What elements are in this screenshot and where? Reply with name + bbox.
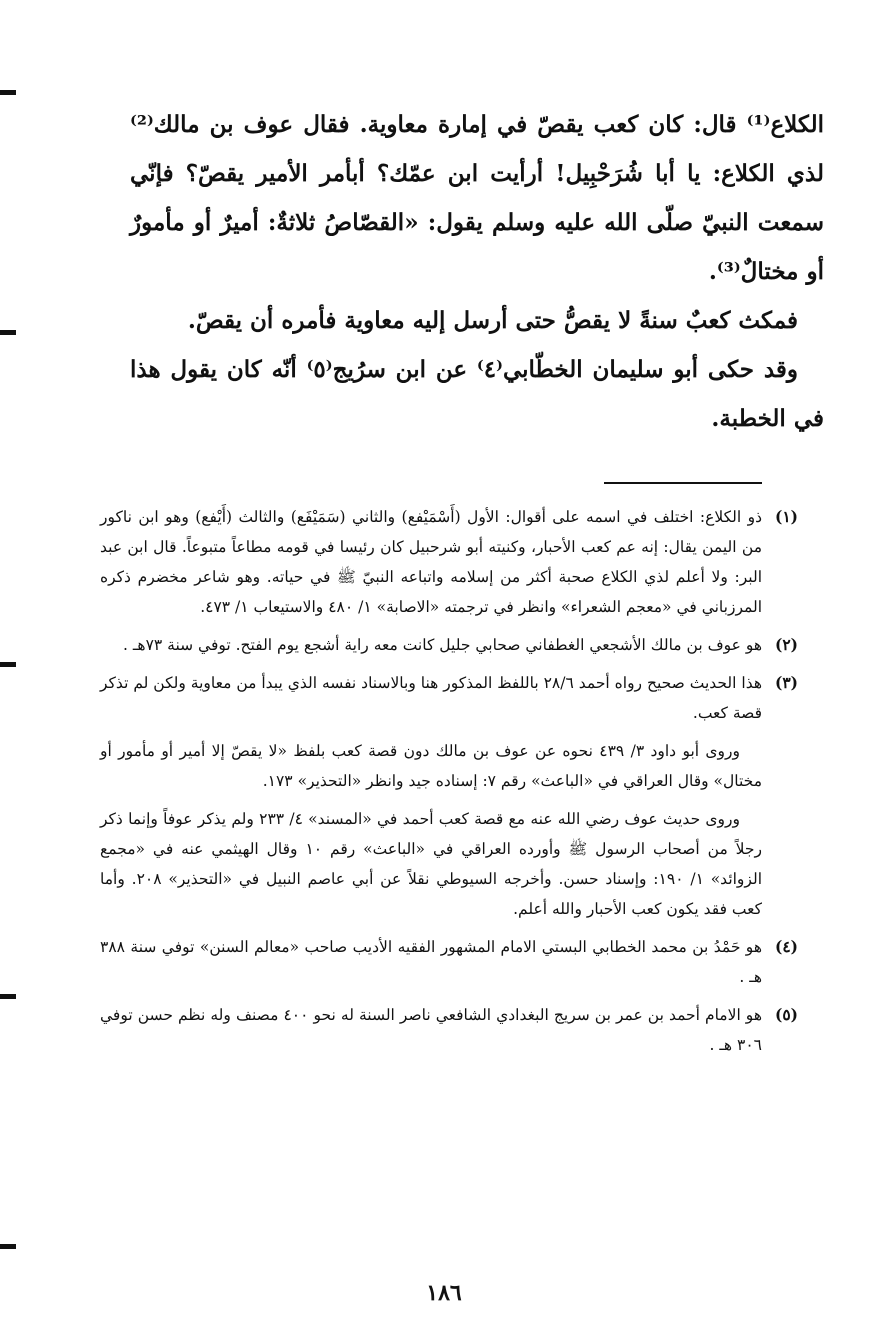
footnotes xyxy=(100,502,798,1068)
footnote-number: (٢) xyxy=(774,635,798,654)
page-number: ١٨٦ xyxy=(426,1280,462,1306)
footnote-4 xyxy=(100,932,798,992)
binding-mark xyxy=(0,662,16,667)
footnote-5 xyxy=(100,1000,798,1060)
footnote-text: هذا الحديث صحيح رواه أحمد ٢٨/٦ باللفظ المذكور هنا وبالاسناد نفسه الذي يبدأ من معاوية ولكن لم تذكر قصة كعب. xyxy=(100,674,763,722)
footnote-text: ذو الكلاع: اختلف في اسمه على أقوال: الأول (أَسْمَيْفع) والثاني (سَمَيْفَع) والثالث (أَيْفع) وهو ابن ناكور من اليمن يقال: إنه عم كعب الأحبار، وكنيته أبو شرحبيل كان رئيسا في قومه مطاعاً متبوعاً. قال ابن عبد البر: ولا أعلم لذي الكلاع صحبة أكثر من إسلامه واتباعه النبيّ ﷺ في حياته. وهو شاعر مخضرم ذكره المرزباني في «معجم الشعراء» وانظر في ترجمته «الاصابة» ١/ ٤٨٠ والاستيعاب ١/ ٤٧٣. xyxy=(100,508,762,616)
main-paragraph: الكلاع⁽¹⁾ قال: كان كعب يقصّ في إمارة معاوية. فقال عوف بن مالك⁽²⁾ لذي الكلاع: يا أبا شُرَحْبِيل! أرأيت ابن عمّك؟ أبأمر الأمير يقصّ؟ فإنّي سمعت النبيّ صلّى الله عليه وسلم يقول: «القصّاصُ ثلاثةٌ: أميرٌ أو مأمورٌ أو مختالٌ⁽³⁾. xyxy=(130,111,824,285)
binding-mark xyxy=(0,1244,16,1249)
footnote-separator xyxy=(604,482,762,484)
footnote-text: هو حَمْدُ بن محمد الخطابي البستي الامام المشهور الفقيه الأديب صاحب «معالم السنن» توفي سنة ٣٨٨ هـ . xyxy=(100,938,762,986)
footnote-number: (٤) xyxy=(774,937,798,956)
footnote-text: هو الامام أحمد بن عمر بن سريج البغدادي الشافعي ناصر السنة له نحو ٤٠٠ مصنف وله نظم حسن توفي ٣٠٦ هـ . xyxy=(100,1006,762,1054)
footnote-number: (١) xyxy=(774,507,798,526)
main-paragraph: فمكث كعبٌ سنةً لا يقصُّ حتى أرسل إليه معاوية فأمره أن يقصّ. xyxy=(187,307,798,334)
footnote-text: وروى أبو داود ٣/ ٤٣٩ نحوه عن عوف بن مالك دون قصة كعب بلفظ «لا يقصّ إلا أمير أو مأمور أو مختال» وقال العراقي في «الباعث» رقم ٧: إسناده جيد وانظر «التحذير» ١٧٣. xyxy=(100,742,762,790)
footnote-1 xyxy=(100,502,798,622)
footnote-3 xyxy=(100,668,798,924)
binding-mark xyxy=(0,90,16,95)
footnote-2 xyxy=(100,630,798,660)
binding-mark xyxy=(0,330,16,335)
footnote-number: (٥) xyxy=(774,1005,798,1024)
footnote-number: (٣) xyxy=(774,673,798,692)
footnote-text: هو عوف بن مالك الأشجعي الغطفاني صحابي جليل كانت معه راية أشجع يوم الفتح. توفي سنة ٧٣هـ . xyxy=(122,636,762,654)
footnote-text: وروى حديث عوف رضي الله عنه مع قصة كعب أحمد في «المسند» ٤/ ٢٣٣ ولم يذكر عوفاً وإنما ذكر رجلاً من أصحاب الرسول ﷺ وأورده العراقي في «الباعث» رقم ١٠ وقال الهيثمي عنه في «مجمع الزوائد» ١/ ١٩٠: وإسناد حسن. وأخرجه السيوطي نقلاً عن أبي عاصم النبيل في «التحذير» ٢٠٨. وأما كعب فقد يكون كعب الأحبار والله أعلم. xyxy=(100,810,763,918)
binding-mark xyxy=(0,994,16,999)
main-text xyxy=(130,100,824,443)
main-paragraph: وقد حكى أبو سليمان الخطّابي⁽٤⁾ عن ابن سرُيج⁽٥⁾ أنّه كان يقول هذا في الخطبة. xyxy=(130,356,824,432)
